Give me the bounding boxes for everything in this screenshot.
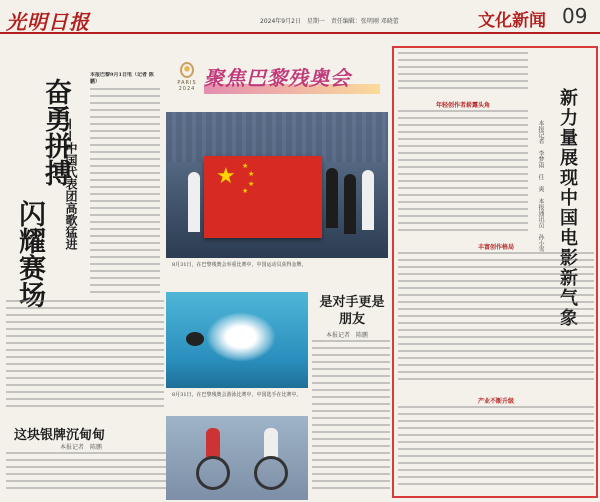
lead-article-text [90,72,160,302]
team-flag-photo[interactable] [166,112,388,258]
big-star-icon: ★ [216,164,236,189]
lead-article-continued [6,300,164,420]
paralympic-flame-icon [180,62,194,78]
wheelchair-photo[interactable] [166,416,308,500]
swim-cap [186,332,204,346]
newspaper-logo: 光明日报 [6,10,90,34]
crowd-background [166,112,388,162]
athlete-figure [206,428,220,458]
section-title: 文化新闻 [478,11,546,31]
wheel-icon [254,456,288,490]
swimmer-photo-caption: 8月31日，在巴黎残奥会游泳比赛中，中国选手在比赛中。 [172,392,302,398]
small-star-icon: ★ [242,187,249,195]
sub-headline: ——中国代表团高歌猛进 [64,118,78,250]
section-heading-2: 丰富创作格局 [477,244,514,251]
section-heading-1: 年轻创作者崭露头角 [435,102,490,109]
athlete-figure [344,174,356,234]
athlete-figure [362,170,374,230]
small-star-icon: ★ [248,170,255,178]
dateline: 本报巴黎9月1日电（记者 陈鹏） [90,72,154,85]
paris-logo-text: PARIS 2024 [177,80,197,92]
film-article-title[interactable]: 新力量展现中国电影新气象 [557,88,578,328]
rival-friend-byline: 本报记者 陈鹏 [326,332,369,339]
issue-meta: 2024年9月2日 星期一 责任编辑：张明刚 邓晓蕾 [260,18,399,25]
athlete-figure [326,168,338,228]
rival-friend-text [312,340,390,500]
section-heading-3: 产业不断升级 [477,398,514,405]
paris-2024-logo [172,62,202,98]
water-splash [206,312,276,362]
headline-part-1[interactable]: 奋勇拼搏 [40,78,71,186]
small-star-icon: ★ [248,180,255,188]
page-header [0,0,600,34]
team-photo-caption: 8月31日，在巴黎残奥会举重比赛中，中国运动员获得金牌。 [172,262,307,268]
headline-part-2[interactable]: 闪耀赛场 [14,200,45,308]
athlete-figure [264,428,278,458]
section-1-text [398,110,528,238]
film-article-byline: 本报记者 李梦雨 任 爽 本报通讯员 孙小雪 [537,120,544,252]
silver-medal-text [6,452,166,500]
section-3-text [398,406,594,494]
silver-medal-headline[interactable]: 这块银牌沉甸甸 [14,428,106,443]
film-article-intro [398,52,528,96]
swimmer-photo[interactable] [166,292,308,388]
silver-medal-byline: 本报记者 陈鹏 [60,444,103,451]
small-star-icon: ★ [242,162,249,170]
chinese-flag [204,156,322,238]
athlete-figure [188,172,200,232]
section-2-text [398,252,594,390]
wheel-icon [196,456,230,490]
page-number: 09 [562,4,588,28]
paralympics-banner: 聚焦巴黎残奥会 [204,66,351,90]
rival-friend-headline[interactable]: 是对手更是朋友 [319,295,385,327]
